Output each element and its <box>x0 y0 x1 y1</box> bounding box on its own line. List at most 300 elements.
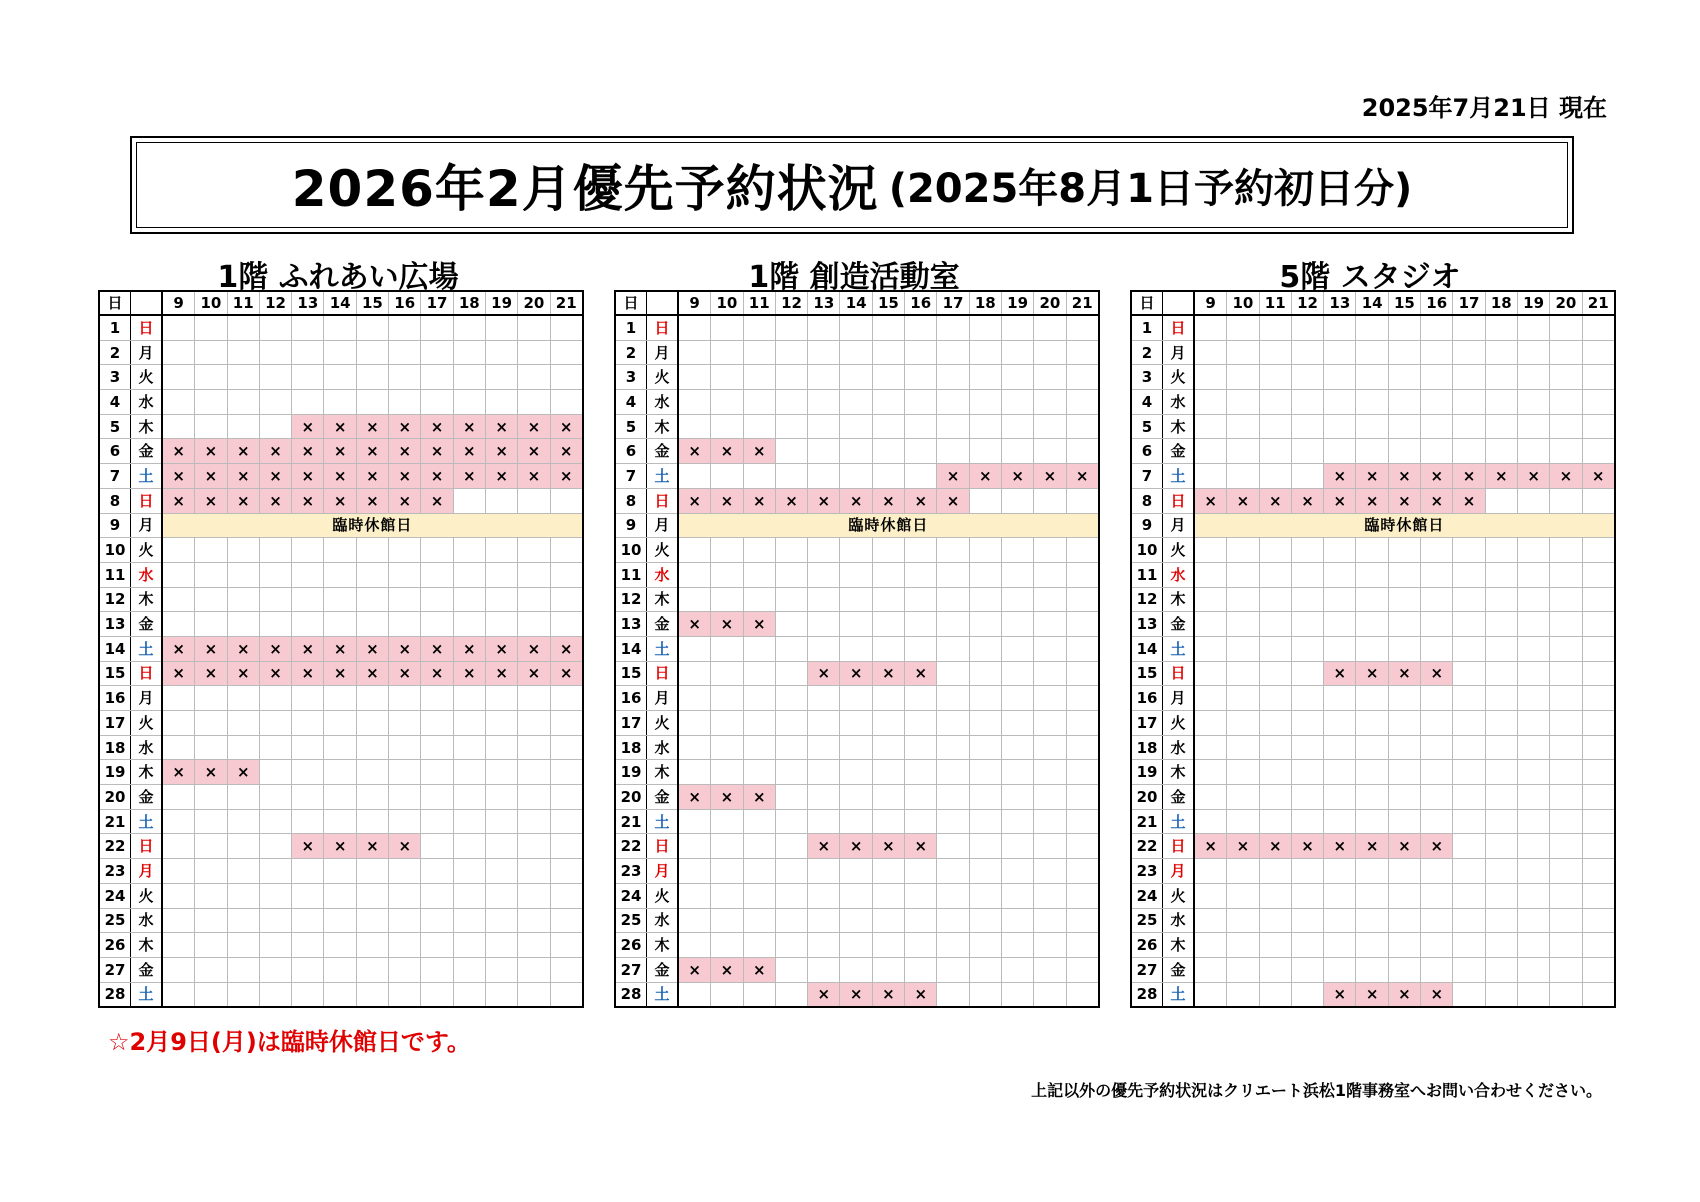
slot-cell <box>162 982 195 1007</box>
slot-cell <box>872 315 904 340</box>
slot-cell <box>453 859 485 884</box>
slot-cell <box>872 883 904 908</box>
booked-cell: × <box>678 957 711 982</box>
slot-cell <box>1001 315 1033 340</box>
weekday: 火 <box>647 365 679 390</box>
booked-cell: × <box>518 464 550 489</box>
booked-cell: × <box>905 661 937 686</box>
slot-cell <box>1001 834 1033 859</box>
day-number: 23 <box>99 859 131 884</box>
slot-cell <box>292 390 324 415</box>
slot-cell <box>840 538 872 563</box>
slot-cell <box>1066 414 1099 439</box>
slot-cell <box>259 340 291 365</box>
day-number: 7 <box>99 464 131 489</box>
slot-cell <box>1194 760 1227 785</box>
table-row <box>99 439 583 464</box>
slot-cell <box>969 711 1001 736</box>
slot-cell <box>1453 809 1485 834</box>
booked-cell: × <box>356 464 388 489</box>
slot-cell <box>808 365 840 390</box>
slot-cell <box>1388 538 1420 563</box>
slot-cell <box>969 315 1001 340</box>
slot-cell <box>1582 439 1615 464</box>
slot-cell <box>453 686 485 711</box>
slot-cell <box>1259 785 1291 810</box>
slot-cell <box>1582 661 1615 686</box>
slot-cell <box>808 439 840 464</box>
weekday: 水 <box>1163 908 1195 933</box>
table-row <box>615 908 1099 933</box>
header-hour: 16 <box>1421 291 1453 315</box>
slot-cell <box>1485 390 1517 415</box>
slot-cell <box>1034 859 1066 884</box>
slot-cell <box>937 859 969 884</box>
slot-cell <box>711 760 743 785</box>
table-row <box>99 612 583 637</box>
table-row <box>615 933 1099 958</box>
slot-cell <box>324 809 356 834</box>
slot-cell <box>711 859 743 884</box>
slot-cell <box>485 933 517 958</box>
slot-cell <box>1001 636 1033 661</box>
slot-cell <box>808 908 840 933</box>
slot-cell <box>1291 883 1323 908</box>
slot-cell <box>227 612 259 637</box>
day-number: 13 <box>1131 612 1163 637</box>
day-number: 13 <box>99 612 131 637</box>
slot-cell <box>1517 982 1549 1007</box>
slot-cell <box>1550 636 1582 661</box>
booked-cell: × <box>324 661 356 686</box>
booked-cell: × <box>711 957 743 982</box>
slot-cell <box>1227 390 1259 415</box>
slot-cell <box>1001 439 1033 464</box>
header-hour: 13 <box>292 291 324 315</box>
slot-cell <box>421 809 453 834</box>
slot-cell <box>1259 538 1291 563</box>
slot-cell <box>678 661 711 686</box>
booked-cell: × <box>421 414 453 439</box>
slot-cell <box>550 587 583 612</box>
header-weekday <box>131 291 163 315</box>
slot-cell <box>1453 562 1485 587</box>
table-row <box>1131 785 1615 810</box>
slot-cell <box>389 957 421 982</box>
weekday: 水 <box>131 562 163 587</box>
slot-cell <box>840 735 872 760</box>
slot-cell <box>1194 686 1227 711</box>
slot-cell <box>1485 711 1517 736</box>
weekday: 木 <box>1163 760 1195 785</box>
slot-cell <box>195 414 227 439</box>
slot-cell <box>1034 908 1066 933</box>
slot-cell <box>162 711 195 736</box>
day-number: 1 <box>615 315 647 340</box>
slot-cell <box>1388 809 1420 834</box>
slot-cell <box>292 982 324 1007</box>
slot-cell <box>195 957 227 982</box>
slot-cell <box>1066 538 1099 563</box>
slot-cell <box>1550 908 1582 933</box>
table-row <box>99 538 583 563</box>
slot-cell <box>1259 809 1291 834</box>
slot-cell <box>1550 538 1582 563</box>
slot-cell <box>1388 933 1420 958</box>
slot-cell <box>872 957 904 982</box>
slot-cell <box>292 538 324 563</box>
header-row <box>99 291 583 315</box>
booked-cell: × <box>485 414 517 439</box>
day-number: 12 <box>1131 587 1163 612</box>
slot-cell <box>1582 859 1615 884</box>
weekday: 月 <box>131 686 163 711</box>
slot-cell <box>678 390 711 415</box>
slot-cell <box>872 711 904 736</box>
slot-cell <box>1066 661 1099 686</box>
slot-cell <box>1001 414 1033 439</box>
slot-cell <box>905 340 937 365</box>
slot-cell <box>937 587 969 612</box>
slot-cell <box>1453 982 1485 1007</box>
slot-cell <box>1485 315 1517 340</box>
slot-cell <box>1227 464 1259 489</box>
table-row <box>1131 562 1615 587</box>
slot-cell <box>389 908 421 933</box>
slot-cell <box>1259 636 1291 661</box>
day-number: 18 <box>615 735 647 760</box>
slot-cell <box>1356 933 1388 958</box>
day-number: 19 <box>615 760 647 785</box>
slot-cell <box>872 785 904 810</box>
slot-cell <box>1259 686 1291 711</box>
weekday: 木 <box>1163 414 1195 439</box>
booked-cell: × <box>1194 488 1227 513</box>
slot-cell <box>1550 982 1582 1007</box>
slot-cell <box>485 711 517 736</box>
weekday: 水 <box>647 390 679 415</box>
table-row <box>99 587 583 612</box>
slot-cell <box>808 464 840 489</box>
slot-cell <box>227 414 259 439</box>
slot-cell <box>840 908 872 933</box>
day-number: 4 <box>615 390 647 415</box>
day-number: 14 <box>1131 636 1163 661</box>
table-row <box>1131 834 1615 859</box>
slot-cell <box>421 785 453 810</box>
slot-cell <box>292 735 324 760</box>
slot-cell <box>453 612 485 637</box>
booked-cell: × <box>292 439 324 464</box>
table-row <box>1131 612 1615 637</box>
slot-cell <box>485 834 517 859</box>
slot-cell <box>292 785 324 810</box>
booked-cell: × <box>1388 834 1420 859</box>
weekday: 火 <box>131 365 163 390</box>
header-hour: 20 <box>1034 291 1066 315</box>
booked-cell: × <box>711 612 743 637</box>
booked-cell: × <box>324 464 356 489</box>
weekday: 木 <box>131 587 163 612</box>
slot-cell <box>1388 390 1420 415</box>
slot-cell <box>1485 859 1517 884</box>
slot-cell <box>678 982 711 1007</box>
slot-cell <box>1485 785 1517 810</box>
slot-cell <box>195 686 227 711</box>
slot-cell <box>453 785 485 810</box>
slot-cell <box>389 365 421 390</box>
slot-cell <box>937 439 969 464</box>
slot-cell <box>743 834 775 859</box>
slot-cell <box>1227 908 1259 933</box>
slot-cell <box>1001 982 1033 1007</box>
slot-cell <box>195 785 227 810</box>
slot-cell <box>324 340 356 365</box>
slot-cell <box>195 883 227 908</box>
room-title: 1階 ふれあい広場 <box>217 260 459 295</box>
booked-cell: × <box>453 414 485 439</box>
slot-cell <box>969 365 1001 390</box>
slot-cell <box>1453 587 1485 612</box>
slot-cell <box>550 957 583 982</box>
slot-cell <box>743 661 775 686</box>
slot-cell <box>1259 562 1291 587</box>
slot-cell <box>485 315 517 340</box>
slot-cell <box>711 661 743 686</box>
table-row <box>1131 488 1615 513</box>
slot-cell <box>775 315 807 340</box>
slot-cell <box>905 464 937 489</box>
weekday: 火 <box>647 711 679 736</box>
slot-cell <box>550 315 583 340</box>
slot-cell <box>518 883 550 908</box>
slot-cell <box>162 562 195 587</box>
slot-cell <box>453 562 485 587</box>
slot-cell <box>1550 661 1582 686</box>
header-hour: 14 <box>1356 291 1388 315</box>
slot-cell <box>1550 390 1582 415</box>
day-number: 17 <box>99 711 131 736</box>
slot-cell <box>840 562 872 587</box>
slot-cell <box>1356 957 1388 982</box>
table-row <box>615 612 1099 637</box>
slot-cell <box>1227 562 1259 587</box>
slot-cell <box>775 957 807 982</box>
slot-cell <box>1485 636 1517 661</box>
slot-cell <box>1291 661 1323 686</box>
schedule-table <box>98 290 584 1008</box>
day-number: 9 <box>99 513 131 538</box>
slot-cell <box>969 760 1001 785</box>
header-hour: 19 <box>1001 291 1033 315</box>
slot-cell <box>453 883 485 908</box>
slot-cell <box>550 785 583 810</box>
slot-cell <box>1388 636 1420 661</box>
weekday: 水 <box>647 562 679 587</box>
slot-cell <box>1324 735 1356 760</box>
slot-cell <box>905 612 937 637</box>
slot-cell <box>259 414 291 439</box>
slot-cell <box>937 414 969 439</box>
booked-cell: × <box>195 439 227 464</box>
slot-cell <box>1194 982 1227 1007</box>
slot-cell <box>872 414 904 439</box>
slot-cell <box>324 390 356 415</box>
header-hour: 9 <box>1194 291 1227 315</box>
day-number: 6 <box>615 439 647 464</box>
day-number: 19 <box>1131 760 1163 785</box>
booked-cell: × <box>356 661 388 686</box>
slot-cell <box>1324 340 1356 365</box>
booked-cell: × <box>872 982 904 1007</box>
slot-cell <box>1001 957 1033 982</box>
slot-cell <box>1001 390 1033 415</box>
slot-cell <box>1582 390 1615 415</box>
day-number: 15 <box>99 661 131 686</box>
slot-cell <box>389 562 421 587</box>
slot-cell <box>1227 883 1259 908</box>
slot-cell <box>485 957 517 982</box>
slot-cell <box>259 315 291 340</box>
table-row <box>1131 883 1615 908</box>
booked-cell: × <box>1421 464 1453 489</box>
slot-cell <box>227 735 259 760</box>
slot-cell <box>872 562 904 587</box>
booked-cell: × <box>292 636 324 661</box>
slot-cell <box>840 365 872 390</box>
slot-cell <box>1517 538 1549 563</box>
booked-cell: × <box>1194 834 1227 859</box>
slot-cell <box>969 587 1001 612</box>
slot-cell <box>969 834 1001 859</box>
slot-cell <box>227 340 259 365</box>
weekday: 日 <box>1163 488 1195 513</box>
slot-cell <box>1066 957 1099 982</box>
slot-cell <box>1388 859 1420 884</box>
slot-cell <box>453 390 485 415</box>
slot-cell <box>1066 562 1099 587</box>
booked-cell: × <box>775 488 807 513</box>
weekday: 土 <box>1163 464 1195 489</box>
slot-cell <box>324 315 356 340</box>
slot-cell <box>1517 760 1549 785</box>
table-row <box>99 315 583 340</box>
slot-cell <box>195 340 227 365</box>
slot-cell <box>1066 488 1099 513</box>
table-row <box>615 636 1099 661</box>
slot-cell <box>324 933 356 958</box>
slot-cell <box>356 785 388 810</box>
booked-cell: × <box>389 439 421 464</box>
table-row <box>99 488 583 513</box>
slot-cell <box>550 735 583 760</box>
slot-cell <box>678 859 711 884</box>
slot-cell <box>1550 735 1582 760</box>
weekday: 日 <box>131 488 163 513</box>
slot-cell <box>1453 686 1485 711</box>
table-row <box>1131 760 1615 785</box>
booked-cell: × <box>550 464 583 489</box>
slot-cell <box>905 908 937 933</box>
table-row <box>1131 513 1615 538</box>
slot-cell <box>775 587 807 612</box>
slot-cell <box>711 414 743 439</box>
slot-cell <box>162 686 195 711</box>
slot-cell <box>1388 439 1420 464</box>
slot-cell <box>453 365 485 390</box>
slot-cell <box>1453 414 1485 439</box>
slot-cell <box>678 562 711 587</box>
slot-cell <box>1453 439 1485 464</box>
slot-cell <box>775 464 807 489</box>
slot-cell <box>1259 760 1291 785</box>
table-row <box>99 365 583 390</box>
slot-cell <box>840 785 872 810</box>
slot-cell <box>1324 809 1356 834</box>
slot-cell <box>1194 414 1227 439</box>
slot-cell <box>485 488 517 513</box>
day-number: 6 <box>1131 439 1163 464</box>
day-number: 5 <box>99 414 131 439</box>
slot-cell <box>1259 957 1291 982</box>
booked-cell: × <box>1517 464 1549 489</box>
slot-cell <box>389 340 421 365</box>
weekday: 土 <box>131 636 163 661</box>
table-row <box>1131 365 1615 390</box>
slot-cell <box>1388 957 1420 982</box>
slot-cell <box>937 711 969 736</box>
slot-cell <box>1194 390 1227 415</box>
slot-cell <box>1259 711 1291 736</box>
slot-cell <box>969 809 1001 834</box>
weekday: 月 <box>1163 513 1195 538</box>
slot-cell <box>1227 315 1259 340</box>
slot-cell <box>550 686 583 711</box>
slot-cell <box>1066 612 1099 637</box>
booked-cell: × <box>743 439 775 464</box>
slot-cell <box>1550 957 1582 982</box>
slot-cell <box>1388 686 1420 711</box>
booked-cell: × <box>421 661 453 686</box>
slot-cell <box>259 390 291 415</box>
slot-cell <box>1550 340 1582 365</box>
day-number: 26 <box>99 933 131 958</box>
slot-cell <box>743 735 775 760</box>
weekday: 金 <box>1163 785 1195 810</box>
slot-cell <box>1517 933 1549 958</box>
slot-cell <box>1517 711 1549 736</box>
slot-cell <box>1324 562 1356 587</box>
weekday: 金 <box>647 957 679 982</box>
slot-cell <box>356 859 388 884</box>
slot-cell <box>389 587 421 612</box>
slot-cell <box>1034 933 1066 958</box>
slot-cell <box>1227 957 1259 982</box>
slot-cell <box>356 538 388 563</box>
room-title: 5階 スタジオ <box>1279 260 1461 295</box>
slot-cell <box>1194 612 1227 637</box>
slot-cell <box>775 390 807 415</box>
slot-cell <box>485 760 517 785</box>
slot-cell <box>1517 661 1549 686</box>
slot-cell <box>1001 365 1033 390</box>
slot-cell <box>678 340 711 365</box>
slot-cell <box>678 636 711 661</box>
header-hour: 9 <box>678 291 711 315</box>
slot-cell <box>1388 315 1420 340</box>
slot-cell <box>872 859 904 884</box>
table-row <box>99 735 583 760</box>
